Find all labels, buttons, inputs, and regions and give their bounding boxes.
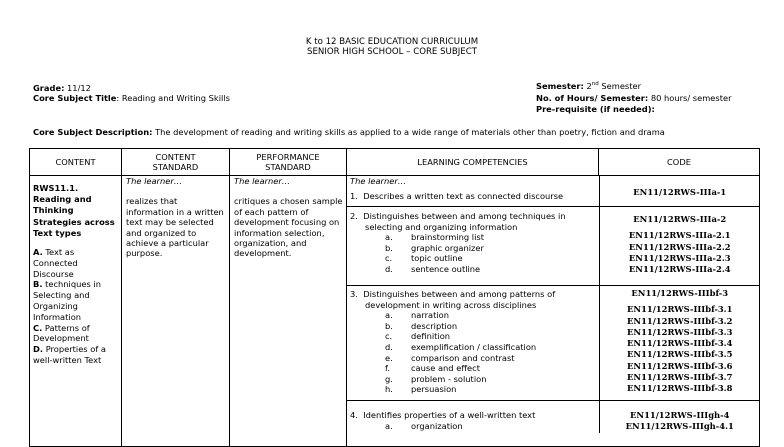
learner-label: The learner… [234,176,291,186]
sub-code: EN11/12RWS-IIIbf-3.8 [627,383,733,394]
sub-text: description [411,320,458,331]
content-standard-text: and organized to [126,227,197,238]
content-item-text: Patterns of [44,322,90,333]
content-heading-line: Strategies across [33,216,115,227]
sub-text: problem - solution [411,373,487,384]
sub-competency [350,232,599,243]
sub-code: EN11/12RWS-IIIbf-3.7 [627,372,733,383]
header-code: CODE [599,149,760,176]
semester-line [536,81,641,91]
sub-competency [350,243,599,254]
learner-row [347,176,760,187]
content-item-a [33,247,121,258]
content-item-letter: C. [33,322,43,333]
sub-text: organization [411,420,463,431]
competency-code: EN11/12RWS-IIIa-1 [633,187,727,197]
sub-letter: h. [385,384,393,395]
sub-competency [350,253,599,264]
content-item-text: Selecting and [33,290,90,301]
sub-letter: d. [385,341,393,352]
code-cell [599,187,760,207]
competency-row-2 [347,207,760,286]
content-cell [30,176,122,447]
sub-text: narration [411,310,449,321]
performance-standard-text: development. [234,248,292,259]
competency-text: Distinguishes between and among techniques in [363,211,566,221]
competency-text: development in writing across disciplines [365,299,537,310]
competency-number: 3. [350,289,358,299]
content-item-text: Development [33,333,89,344]
performance-standard-text: organization, and [234,238,307,249]
content-standard-text: realizes that [126,196,178,207]
semester-label: Semester: [536,81,584,91]
content-item-letter: D. [33,344,44,355]
content-column [30,176,121,366]
sub-competency [350,374,599,385]
hours-value: 80 hours/ semester [650,93,732,103]
sub-competency [350,421,599,432]
performance-standard-cell [230,176,347,447]
learner-label: The learner… [126,176,183,186]
document-subtitle: SENIOR HIGH SCHOOL – CORE SUBJECT [307,47,477,57]
sub-text: sentence outline [411,263,481,274]
sub-code: EN11/12RWS-IIIbf-3.6 [627,360,733,371]
performance-standard-text: information selection, [234,227,325,238]
sub-code: EN11/12RWS-IIIbf-3.3 [627,326,733,337]
content-item-text: well-written Text [33,354,102,365]
sub-code: EN11/12RWS-IIIa-2.3 [628,252,731,263]
sub-competency [350,321,599,332]
competency-row-3 [347,286,760,401]
prerequisite-label: Pre-requisite (if needed): [536,104,655,114]
header-performance-standard [230,149,347,176]
sub-letter: a. [385,232,393,243]
sub-text: definition [411,331,451,342]
grade-line [33,83,91,93]
sub-letter: b. [385,242,393,253]
sub-code: EN11/12RWS-IIIa-2.1 [628,230,731,241]
sub-code: EN11/12RWS-IIIbf-3.1 [627,304,733,315]
competency-cell [347,286,599,401]
competency-code: EN11/12RWS-IIIgh-4 [630,410,730,420]
content-standard-text: information in a written [126,206,224,217]
code-cell [599,286,760,401]
hours-label: No. of Hours/ Semester: [536,93,649,103]
content-heading [33,183,121,239]
performance-standard-text: critiques a chosen sample [234,196,343,207]
description-label: Core Subject Description: [33,127,153,137]
subject-title-label: Core Subject Title [33,93,117,103]
sub-competency [350,342,599,353]
competency-number: 2. [350,211,358,221]
grade-label: Grade: [33,83,65,93]
competency-cell [347,187,599,207]
header-content-standard-line2: STANDARD [152,162,199,172]
sub-letter: f. [385,363,390,374]
sub-code: EN11/12RWS-IIIbf-3.5 [627,349,733,360]
hours-line [536,93,732,103]
content-standard-cell [122,176,230,447]
curriculum-table [29,148,760,447]
content-standard-text: purpose. [126,248,163,259]
sub-letter: c. [385,253,393,264]
header-content: CONTENT [30,149,122,176]
content-item-b [33,279,121,290]
grade-value: 11/12 [67,83,91,93]
content-item-text: Connected [33,257,78,268]
header-learning-competencies: LEARNING COMPETENCIES [347,149,599,176]
content-heading-line: Text types [33,227,82,238]
subject-title-line [33,93,230,103]
competency-row-4 [347,401,760,434]
content-heading-line: Thinking [33,205,74,216]
code-cell [599,401,760,434]
competency-text: selecting and organizing information [365,221,518,232]
sub-letter: b. [385,320,393,331]
content-item-text: Discourse [33,268,74,279]
description-value: The development of reading and writing skills as applied to a wide range of materials other than poetry, fiction and drama [155,127,665,137]
sub-letter: a. [385,310,393,321]
sub-text: cause and effect [411,363,480,374]
sub-letter: e. [385,352,393,363]
competency-cell [347,207,599,286]
learner-cell [347,176,599,187]
competency-text: Identifies properties of a well-written text [363,410,536,420]
learner-label: The learner… [350,176,407,186]
sub-code: EN11/12RWS-IIIbf-3.4 [627,338,733,349]
competency-text: Distinguishes between and among patterns of [363,289,556,299]
competency-number: 4. [350,410,358,420]
content-items [33,247,121,366]
semester-value: Semester [601,81,642,91]
table-body-row [30,176,760,447]
content-item-letter: B. [33,279,43,290]
performance-standard-text: development focusing on [234,217,340,228]
sub-competency [350,384,599,395]
sub-text: graphic organizer [411,242,484,253]
content-item-text: Properties of a [45,344,106,355]
competency-text: Describes a written text as connected discourse [363,191,564,201]
subject-title-value: : Reading and Writing Skills [116,93,230,103]
competencies-table [347,176,760,433]
content-heading-line: RWS11.1. [33,183,79,193]
document-title: K to 12 BASIC EDUCATION CURRICULUM [305,37,479,47]
sub-code: EN11/12RWS-IIIbf-3.2 [627,315,733,326]
content-item-c [33,323,121,334]
sub-competency [350,264,599,275]
competency-cell [347,401,599,434]
sub-competency [350,331,599,342]
competency-row-1 [347,187,760,207]
content-item-text: Text as [45,247,75,258]
competency-number: 1. [350,191,358,201]
semester-number: 2 [586,81,592,91]
content-standard-text: text may be selected [126,217,214,228]
content-standard-text: achieve a particular [126,238,209,249]
content-item-text: techniques in [45,279,102,290]
performance-standard-text: of each pattern of [234,206,309,217]
sub-text: brainstorming list [411,232,484,243]
header-performance-line1: PERFORMANCE [256,152,320,162]
content-item-text: Information [33,311,82,322]
sub-code: EN11/12RWS-IIIgh-4.1 [625,421,734,432]
sub-letter: c. [385,331,393,342]
code-cell [599,207,760,286]
sub-letter: g. [385,373,393,384]
sub-code: EN11/12RWS-IIIa-2.2 [628,241,731,252]
description-line [33,127,665,137]
table-header-row [30,149,760,176]
sub-text: topic outline [411,253,463,264]
sub-letter: d. [385,263,393,274]
competency-code: EN11/12RWS-IIIa-2 [633,214,727,224]
sub-text: persuasion [411,384,457,395]
semester-suffix: nd [591,81,599,88]
sub-code: EN11/12RWS-IIIa-2.4 [628,264,731,275]
header-performance-line2: STANDARD [265,162,311,172]
sub-text: exemplification / classification [411,341,537,352]
sub-text: comparison and contrast [411,352,515,363]
content-item-text: Organizing [33,301,78,311]
header-content-standard-line1: CONTENT [155,152,196,162]
sub-letter: a. [385,420,393,431]
competencies-block [347,176,760,447]
empty-code-cell [599,176,760,187]
header-content-standard [122,149,230,176]
content-item-letter: A. [33,247,43,258]
sub-competency [350,353,599,364]
content-item-d [33,344,121,355]
sub-competency [350,310,599,321]
content-heading-line: Reading and [33,194,92,205]
competency-code: EN11/12RWS-IIIbf-3 [631,288,729,298]
sub-competency [350,363,599,374]
